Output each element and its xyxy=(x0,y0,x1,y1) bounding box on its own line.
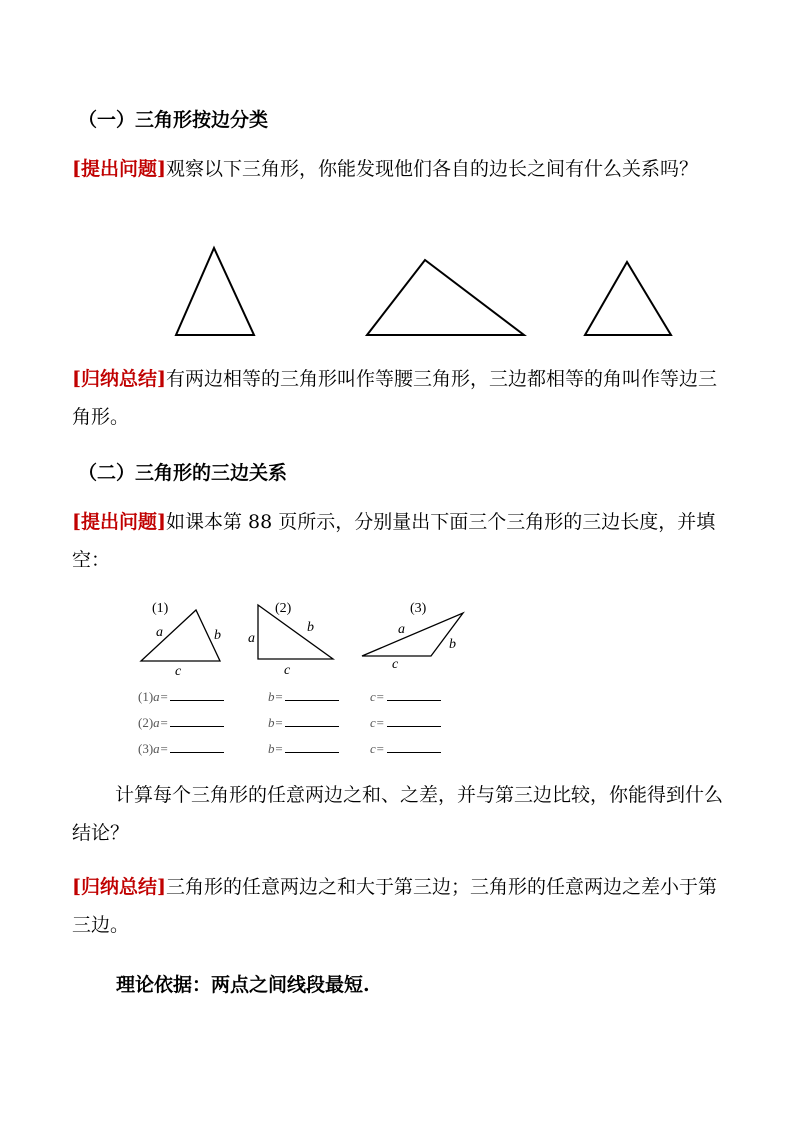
triangle-1-side-b: b xyxy=(214,628,221,643)
triangle-classification-figure xyxy=(160,240,690,350)
blank-b[interactable] xyxy=(285,688,339,701)
blank-b[interactable] xyxy=(285,740,339,753)
triangle-1-side-c: c xyxy=(175,664,182,678)
row-b-label: b= xyxy=(268,689,284,704)
compute-paragraph: 计算每个三角形的任意两边之和、之差，并与第三边比较，你能得到什么结论？ xyxy=(72,784,724,844)
triangle-2-side-a: a xyxy=(248,631,255,646)
row-b-label: b= xyxy=(268,741,284,756)
section2-summary xyxy=(72,868,732,944)
question-text: 如课本第 88 页所示，分别量出下面三个三角形的三边长度，并填空： xyxy=(72,511,716,571)
section2-heading: （二）三角形的三边关系 xyxy=(78,462,288,484)
row-number: (1) xyxy=(138,689,154,704)
summary-tag: [归纳总结] xyxy=(72,876,166,898)
blank-a[interactable] xyxy=(170,740,224,753)
section2-question xyxy=(72,503,732,579)
row-c-label: c= xyxy=(370,715,385,730)
triangle-2 xyxy=(258,605,333,659)
summary-text: 三角形的任意两边之和大于第三边；三角形的任意两边之差小于第三边。 xyxy=(72,876,717,936)
row-a-label: a= xyxy=(153,689,169,704)
triangle-scalene xyxy=(367,260,524,335)
triangle-3-side-c: c xyxy=(392,657,399,672)
blank-a[interactable] xyxy=(170,714,224,727)
blank-c[interactable] xyxy=(387,740,441,753)
row-number: (3) xyxy=(138,741,154,756)
blank-c[interactable] xyxy=(387,688,441,701)
summary-text: 有两边相等的三角形叫作等腰三角形，三边都相等的角叫作等边三角形。 xyxy=(72,368,717,428)
triangle-3-number: (3) xyxy=(410,601,427,616)
row-a-label: a= xyxy=(153,741,169,756)
row-number: (2) xyxy=(138,715,154,730)
triangle-1 xyxy=(141,610,220,661)
blank-b[interactable] xyxy=(285,714,339,727)
triangle-2-number: (2) xyxy=(275,601,292,616)
section1-heading: （一）三角形按边分类 xyxy=(78,109,269,131)
row-c-label: c= xyxy=(370,741,385,756)
triangle-1-side-a: a xyxy=(156,625,163,640)
triangle-equilateral xyxy=(585,262,671,335)
row-c-label: c= xyxy=(370,689,385,704)
section1-question xyxy=(72,150,732,188)
triangle-2-side-b: b xyxy=(307,620,314,635)
row-a-label: a= xyxy=(153,715,169,730)
question-tag: [提出问题] xyxy=(72,511,166,533)
question-text: 观察以下三角形，你能发现他们各自的边长之间有什么关系吗？ xyxy=(165,158,698,180)
section1-summary xyxy=(72,360,732,436)
blank-a[interactable] xyxy=(170,688,224,701)
triangle-3 xyxy=(362,613,463,656)
triangle-isosceles xyxy=(176,248,254,335)
blank-c[interactable] xyxy=(387,714,441,727)
labeled-triangles-figure xyxy=(130,596,480,678)
theory-basis: 理论依据：两点之间线段最短. xyxy=(116,974,370,996)
triangle-3-side-b: b xyxy=(449,637,456,652)
triangle-1-number: (1) xyxy=(152,601,169,616)
row-b-label: b= xyxy=(268,715,284,730)
summary-tag: [归纳总结] xyxy=(72,368,166,390)
triangle-2-side-c: c xyxy=(284,663,291,678)
question-tag: [提出问题] xyxy=(72,158,166,180)
triangle-3-side-a: a xyxy=(398,622,405,637)
